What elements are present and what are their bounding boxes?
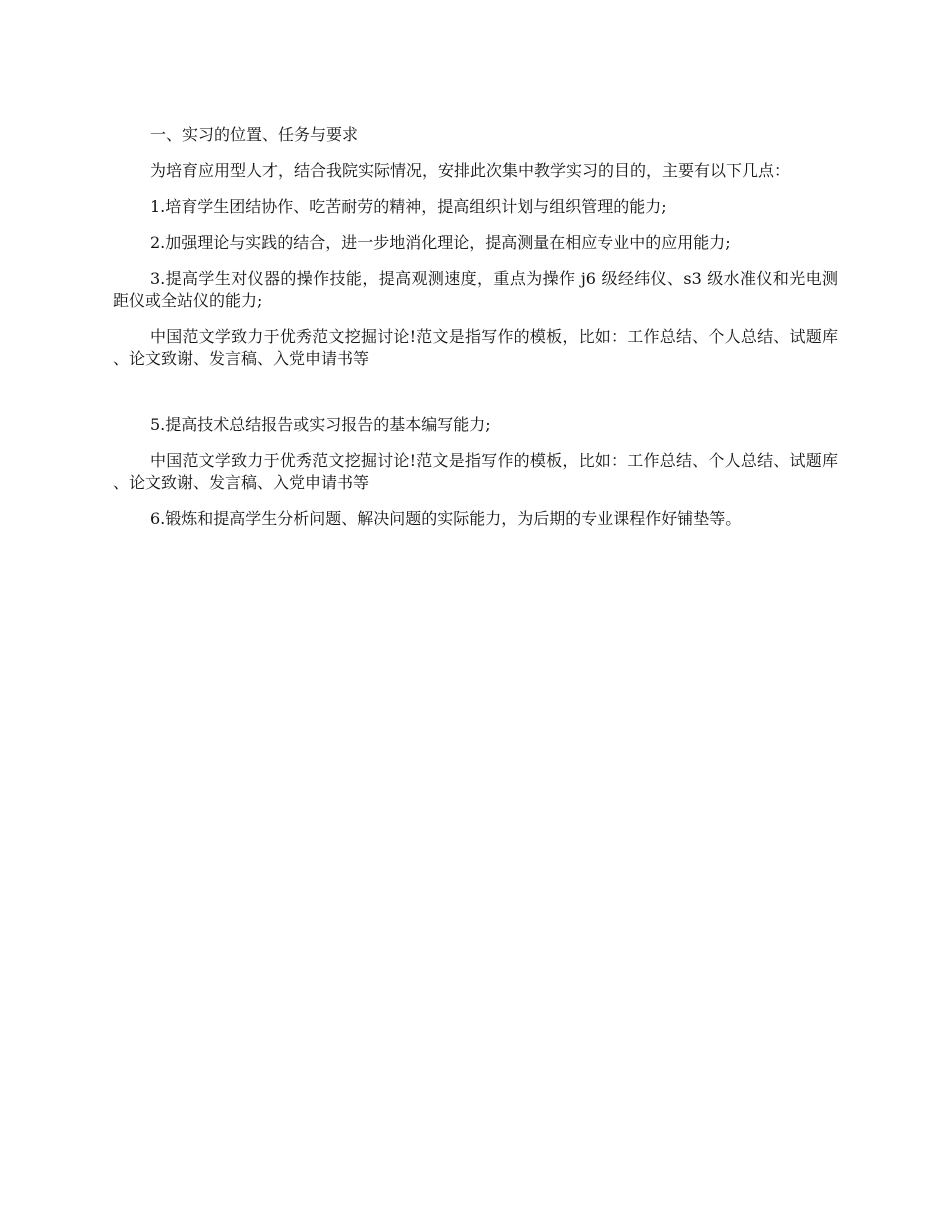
document-body — [113, 124, 838, 544]
list-item-6: 6.锻炼和提高学生分析问题、解决问题的实际能力，为后期的专业课程作好铺垫等。 — [150, 509, 742, 528]
list-item-1: 1.培育学生团结协作、吃苦耐劳的精神，提高组织计划与组织管理的能力; — [150, 197, 667, 216]
list-item-2: 2.加强理论与实践的结合，进一步地消化理论，提高测量在相应专业中的应用能力; — [150, 233, 731, 252]
promo-paragraph-2: 中国范文学致力于优秀范文挖掘讨论!范文是指写作的模板，比如：工作总结、个人总结、试题库 、论文致谢、发言稿、入党申请书等 — [113, 451, 838, 492]
blank-gap — [113, 384, 838, 414]
promo-paragraph-1: 中国范文学致力于优秀范文挖掘讨论!范文是指写作的模板，比如：工作总结、个人总结、试题库 、论文致谢、发言稿、入党申请书等 — [113, 327, 838, 368]
section-heading: 一、实习的位置、任务与要求 — [150, 125, 359, 144]
list-item-3: 3.提高学生对仪器的操作技能，提高观测速度，重点为操作 j6 级经纬仪、s3 级水准仪和光电测距仪或全站仪的能力; — [113, 269, 838, 310]
list-item-5: 5.提高技术总结报告或实习报告的基本编写能力; — [150, 415, 491, 434]
intro-paragraph: 为培育应用型人才，结合我院实际情况，安排此次集中教学实习的目的，主要有以下几点： — [150, 161, 791, 180]
